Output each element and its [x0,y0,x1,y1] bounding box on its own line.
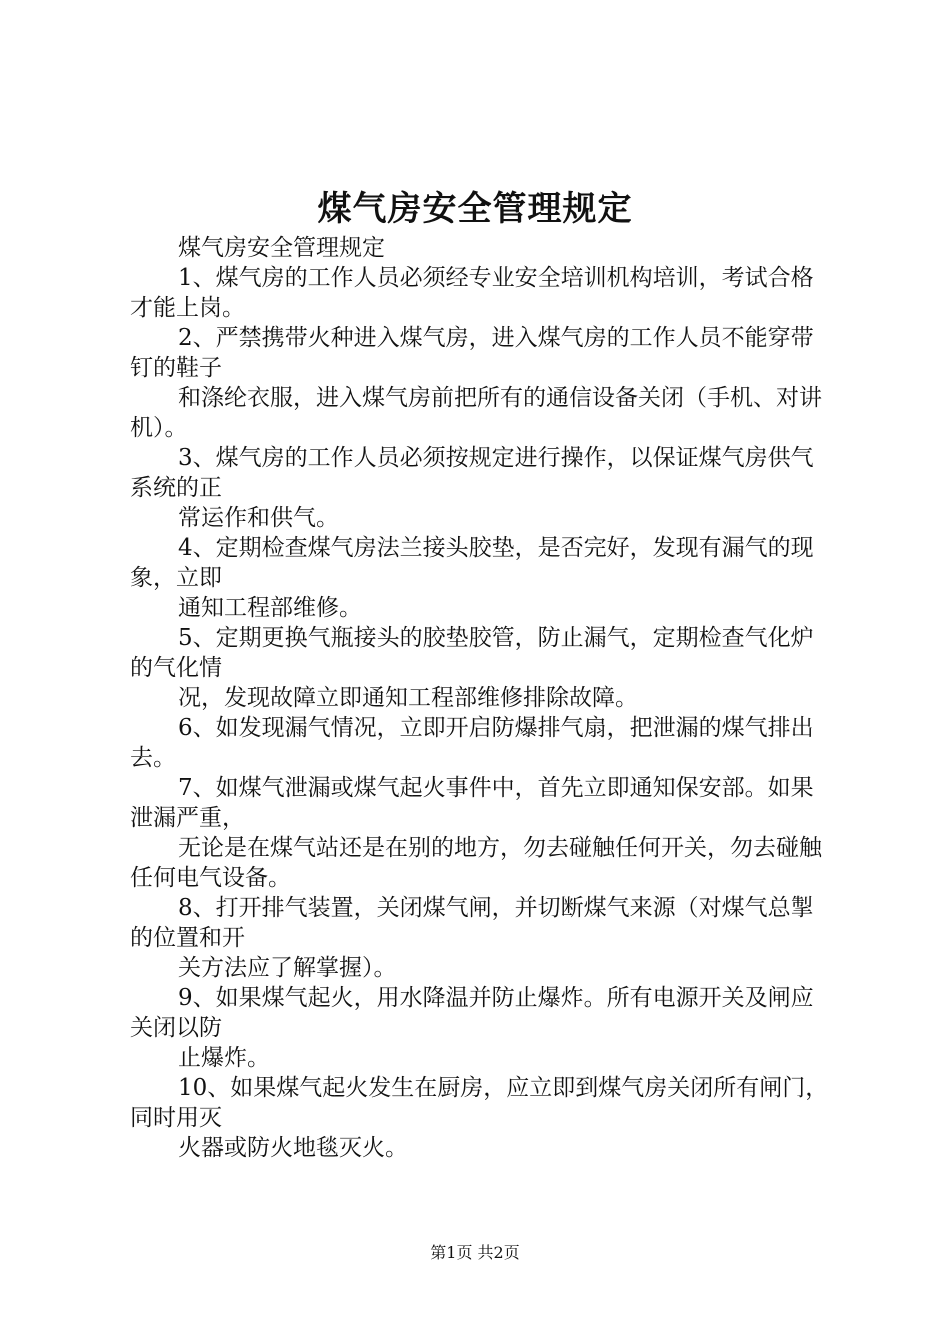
paragraph-rule-10: 10、如果煤气起火发生在厨房，应立即到煤气房关闭所有闸门，同时用灭 [130,1075,829,1131]
document-body [130,233,835,1163]
paragraph-rule-6: 6、如发现漏气情况，立即开启防爆排气扇，把泄漏的煤气排出去。 [130,715,814,771]
page-title: 煤气房安全管理规定 [317,189,633,229]
paragraph-rule-8: 8、打开排气装置，关闭煤气闸，并切断煤气来源（对煤气总掣的位置和开 [130,895,814,951]
paragraph-rule-2-cont: 和涤纶衣服，进入煤气房前把所有的通信设备关闭（手机、对讲机）。 [130,385,822,441]
paragraph-rule-3-cont: 常运作和供气。 [178,505,339,531]
paragraph-rule-9-cont: 止爆炸。 [178,1045,270,1071]
paragraph-rule-4: 4、定期检查煤气房法兰接头胶垫，是否完好，发现有漏气的现象，立即 [130,535,814,591]
paragraph-rule-2: 2、严禁携带火种进入煤气房，进入煤气房的工作人员不能穿带钉的鞋子 [130,325,814,381]
paragraph-rule-5-cont: 况，发现故障立即通知工程部维修排除故障。 [178,685,638,711]
paragraph-rule-1: 1、煤气房的工作人员必须经专业安全培训机构培训，考试合格才能上岗。 [130,265,814,321]
paragraph-rule-3: 3、煤气房的工作人员必须按规定进行操作，以保证煤气房供气系统的正 [130,445,814,501]
paragraph-rule-4-cont: 通知工程部维修。 [178,595,362,621]
paragraph-subtitle: 煤气房安全管理规定 [178,235,385,261]
paragraph-rule-10-cont: 火器或防火地毯灭火。 [178,1135,408,1161]
page-footer: 第1页 共2页 [430,1243,520,1262]
paragraph-rule-7: 7、如煤气泄漏或煤气起火事件中，首先立即通知保安部。如果泄漏严重， [130,775,814,831]
paragraph-rule-9: 9、如果煤气起火，用水降温并防止爆炸。所有电源开关及闸应关闭以防 [130,985,814,1041]
paragraph-rule-8-cont: 关方法应了解掌握）。 [178,955,397,981]
paragraph-rule-5: 5、定期更换气瓶接头的胶垫胶管，防止漏气，定期检查气化炉的气化情 [130,625,814,681]
paragraph-rule-7-cont: 无论是在煤气站还是在别的地方，勿去碰触任何开关，勿去碰触任何电气设备。 [130,835,822,891]
